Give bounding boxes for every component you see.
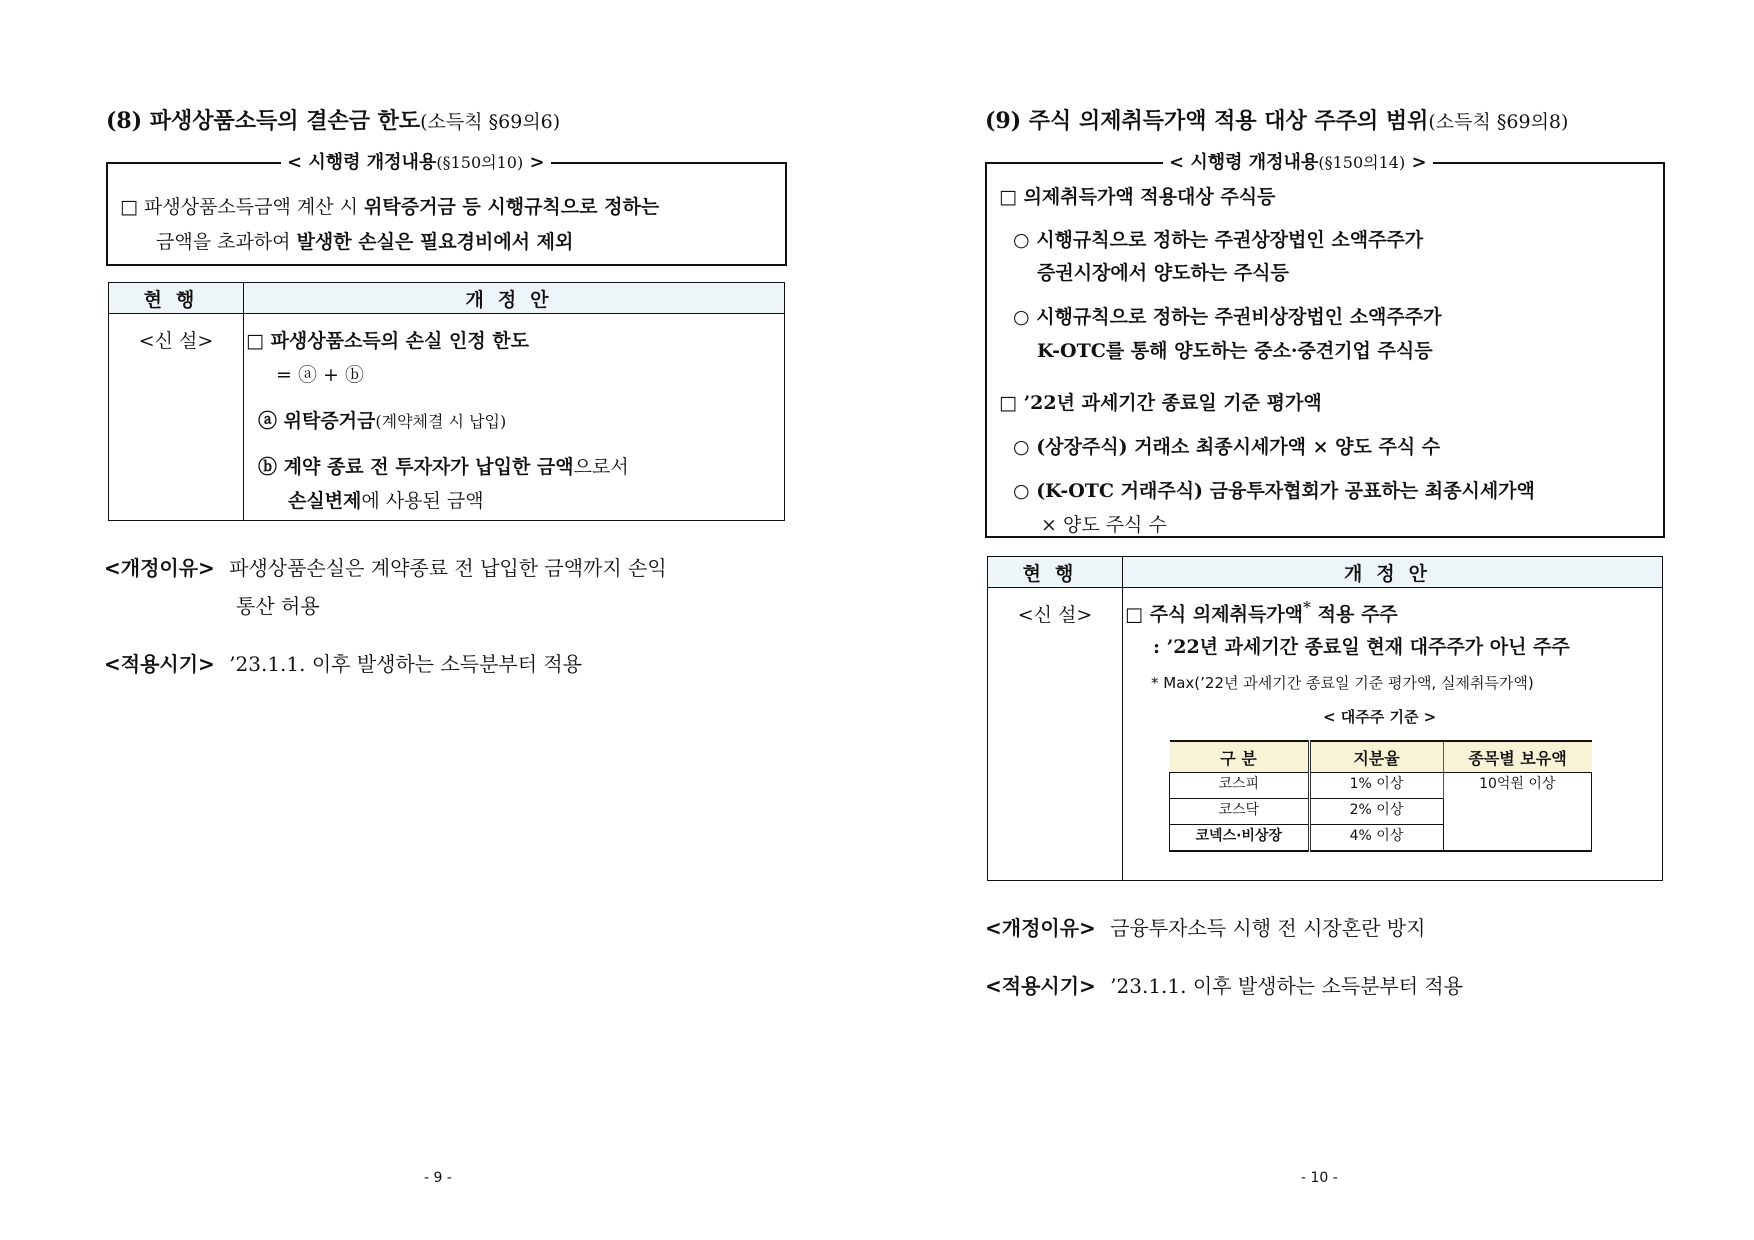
- proposed-item-title: □ 주식 의제취득가액* 적용 주주: [1125, 598, 1398, 626]
- box-item-1: □ 의제취득가액 적용대상 주식등: [999, 186, 1276, 208]
- col-proposed: 개정안: [1123, 557, 1663, 588]
- amendment-reason: <개정이유> 파생상품손실은 계약종료 전 납입한 금액까지 손익: [104, 556, 667, 580]
- heading-ref: (소득칙 §69의8): [1428, 111, 1569, 133]
- criteria-share: 2% 이상: [1309, 799, 1443, 825]
- page-number: - 10 -: [1301, 1170, 1338, 1186]
- table-row: [1170, 773, 1592, 799]
- effective-date: <적용시기> ’23.1.1. 이후 발생하는 소득분부터 적용: [985, 974, 1464, 998]
- box-title: < 시행령 개정내용(§150의14) >: [1163, 148, 1433, 174]
- section-heading: [106, 104, 560, 135]
- box-item-1-sub-1b: 증권시장에서 양도하는 주식등: [1037, 262, 1289, 284]
- box-title: < 시행령 개정내용(§150의10) >: [281, 148, 551, 174]
- current-cell: <신 설>: [109, 314, 244, 521]
- proposed-item-title: □ 파생상품소득의 손실 인정 한도: [246, 330, 530, 352]
- proposed-cell: [244, 314, 785, 521]
- heading-ref: (소득칙 §69의6): [420, 111, 561, 133]
- item-b-line-2: 손실변제에 사용된 금액: [288, 490, 484, 512]
- box-item-2-sub-2a: ○ (K-OTC 거래주식) 금융투자협회가 공표하는 최종시세가액: [1013, 480, 1535, 502]
- criteria-market: 코스닥: [1170, 799, 1310, 825]
- section-heading: [985, 104, 1568, 135]
- criteria-market: 코스피: [1170, 773, 1310, 799]
- box-item-2-sub-2b: × 양도 주식 수: [1041, 514, 1167, 536]
- right-page: [877, 0, 1754, 1240]
- box-item-1-sub-2a: ○ 시행규칙으로 정하는 주권비상장법인 소액주주가: [1013, 306, 1442, 328]
- heading-title: (8) 파생상품소득의 결손금 한도: [106, 108, 421, 134]
- box-item-1-sub-1a: ○ 시행규칙으로 정하는 주권상장법인 소액주주가: [1013, 229, 1424, 251]
- item-a: ⓐ 위탁증거금(계약체결 시 납입): [258, 410, 507, 432]
- col-current: 현행: [988, 557, 1123, 588]
- box-line-1: □ 파생상품소득금액 계산 시 위탁증거금 등 시행규칙으로 정하는: [120, 196, 660, 218]
- comparison-table: [108, 282, 785, 521]
- criteria-header: 구 분: [1170, 741, 1310, 773]
- amendment-reason-cont: 통산 허용: [236, 594, 320, 618]
- criteria-share: 4% 이상: [1309, 825, 1443, 852]
- definition: : ’22년 과세기간 종료일 현재 대주주가 아닌 주주: [1153, 636, 1570, 658]
- criteria-market: 코넥스·비상장: [1170, 825, 1310, 852]
- footnote: * Max(’22년 과세기간 종료일 기준 평가액, 실제취득가액): [1151, 674, 1534, 692]
- item-b-line-1: ⓑ 계약 종료 전 투자자가 납입한 금액으로서: [258, 456, 629, 478]
- proposed-cell: [1123, 588, 1663, 881]
- criteria-share: 1% 이상: [1309, 773, 1443, 799]
- criteria-table: [1169, 740, 1592, 852]
- amendment-reason: <개정이유> 금융투자소득 시행 전 시장혼란 방지: [985, 916, 1426, 940]
- criteria-amount: 10억원 이상: [1443, 773, 1592, 852]
- col-proposed: 개정안: [244, 283, 785, 314]
- criteria-table-wrap: [1169, 740, 1592, 852]
- col-current: 현행: [109, 283, 244, 314]
- effective-date: <적용시기> ’23.1.1. 이후 발생하는 소득분부터 적용: [104, 652, 583, 676]
- formula: = ⓐ + ⓑ: [276, 364, 364, 386]
- box-item-1-sub-2b: K-OTC를 통해 양도하는 중소·중견기업 주식등: [1037, 340, 1433, 362]
- box-item-2: □ ’22년 과세기간 종료일 기준 평가액: [999, 392, 1322, 414]
- heading-title: (9) 주식 의제취득가액 적용 대상 주주의 범위: [985, 108, 1429, 134]
- current-cell: <신 설>: [988, 588, 1123, 881]
- criteria-header: 종목별 보유액: [1443, 741, 1592, 773]
- box-item-2-sub-1: ○ (상장주식) 거래소 최종시세가액 × 양도 주식 수: [1013, 436, 1441, 458]
- criteria-title: < 대주주 기준 >: [1323, 708, 1437, 726]
- comparison-table: [987, 556, 1663, 881]
- box-line-2: 금액을 초과하여 발생한 손실은 필요경비에서 제외: [156, 231, 574, 253]
- criteria-header: 지분율: [1309, 741, 1443, 773]
- page-number: - 9 -: [424, 1170, 452, 1186]
